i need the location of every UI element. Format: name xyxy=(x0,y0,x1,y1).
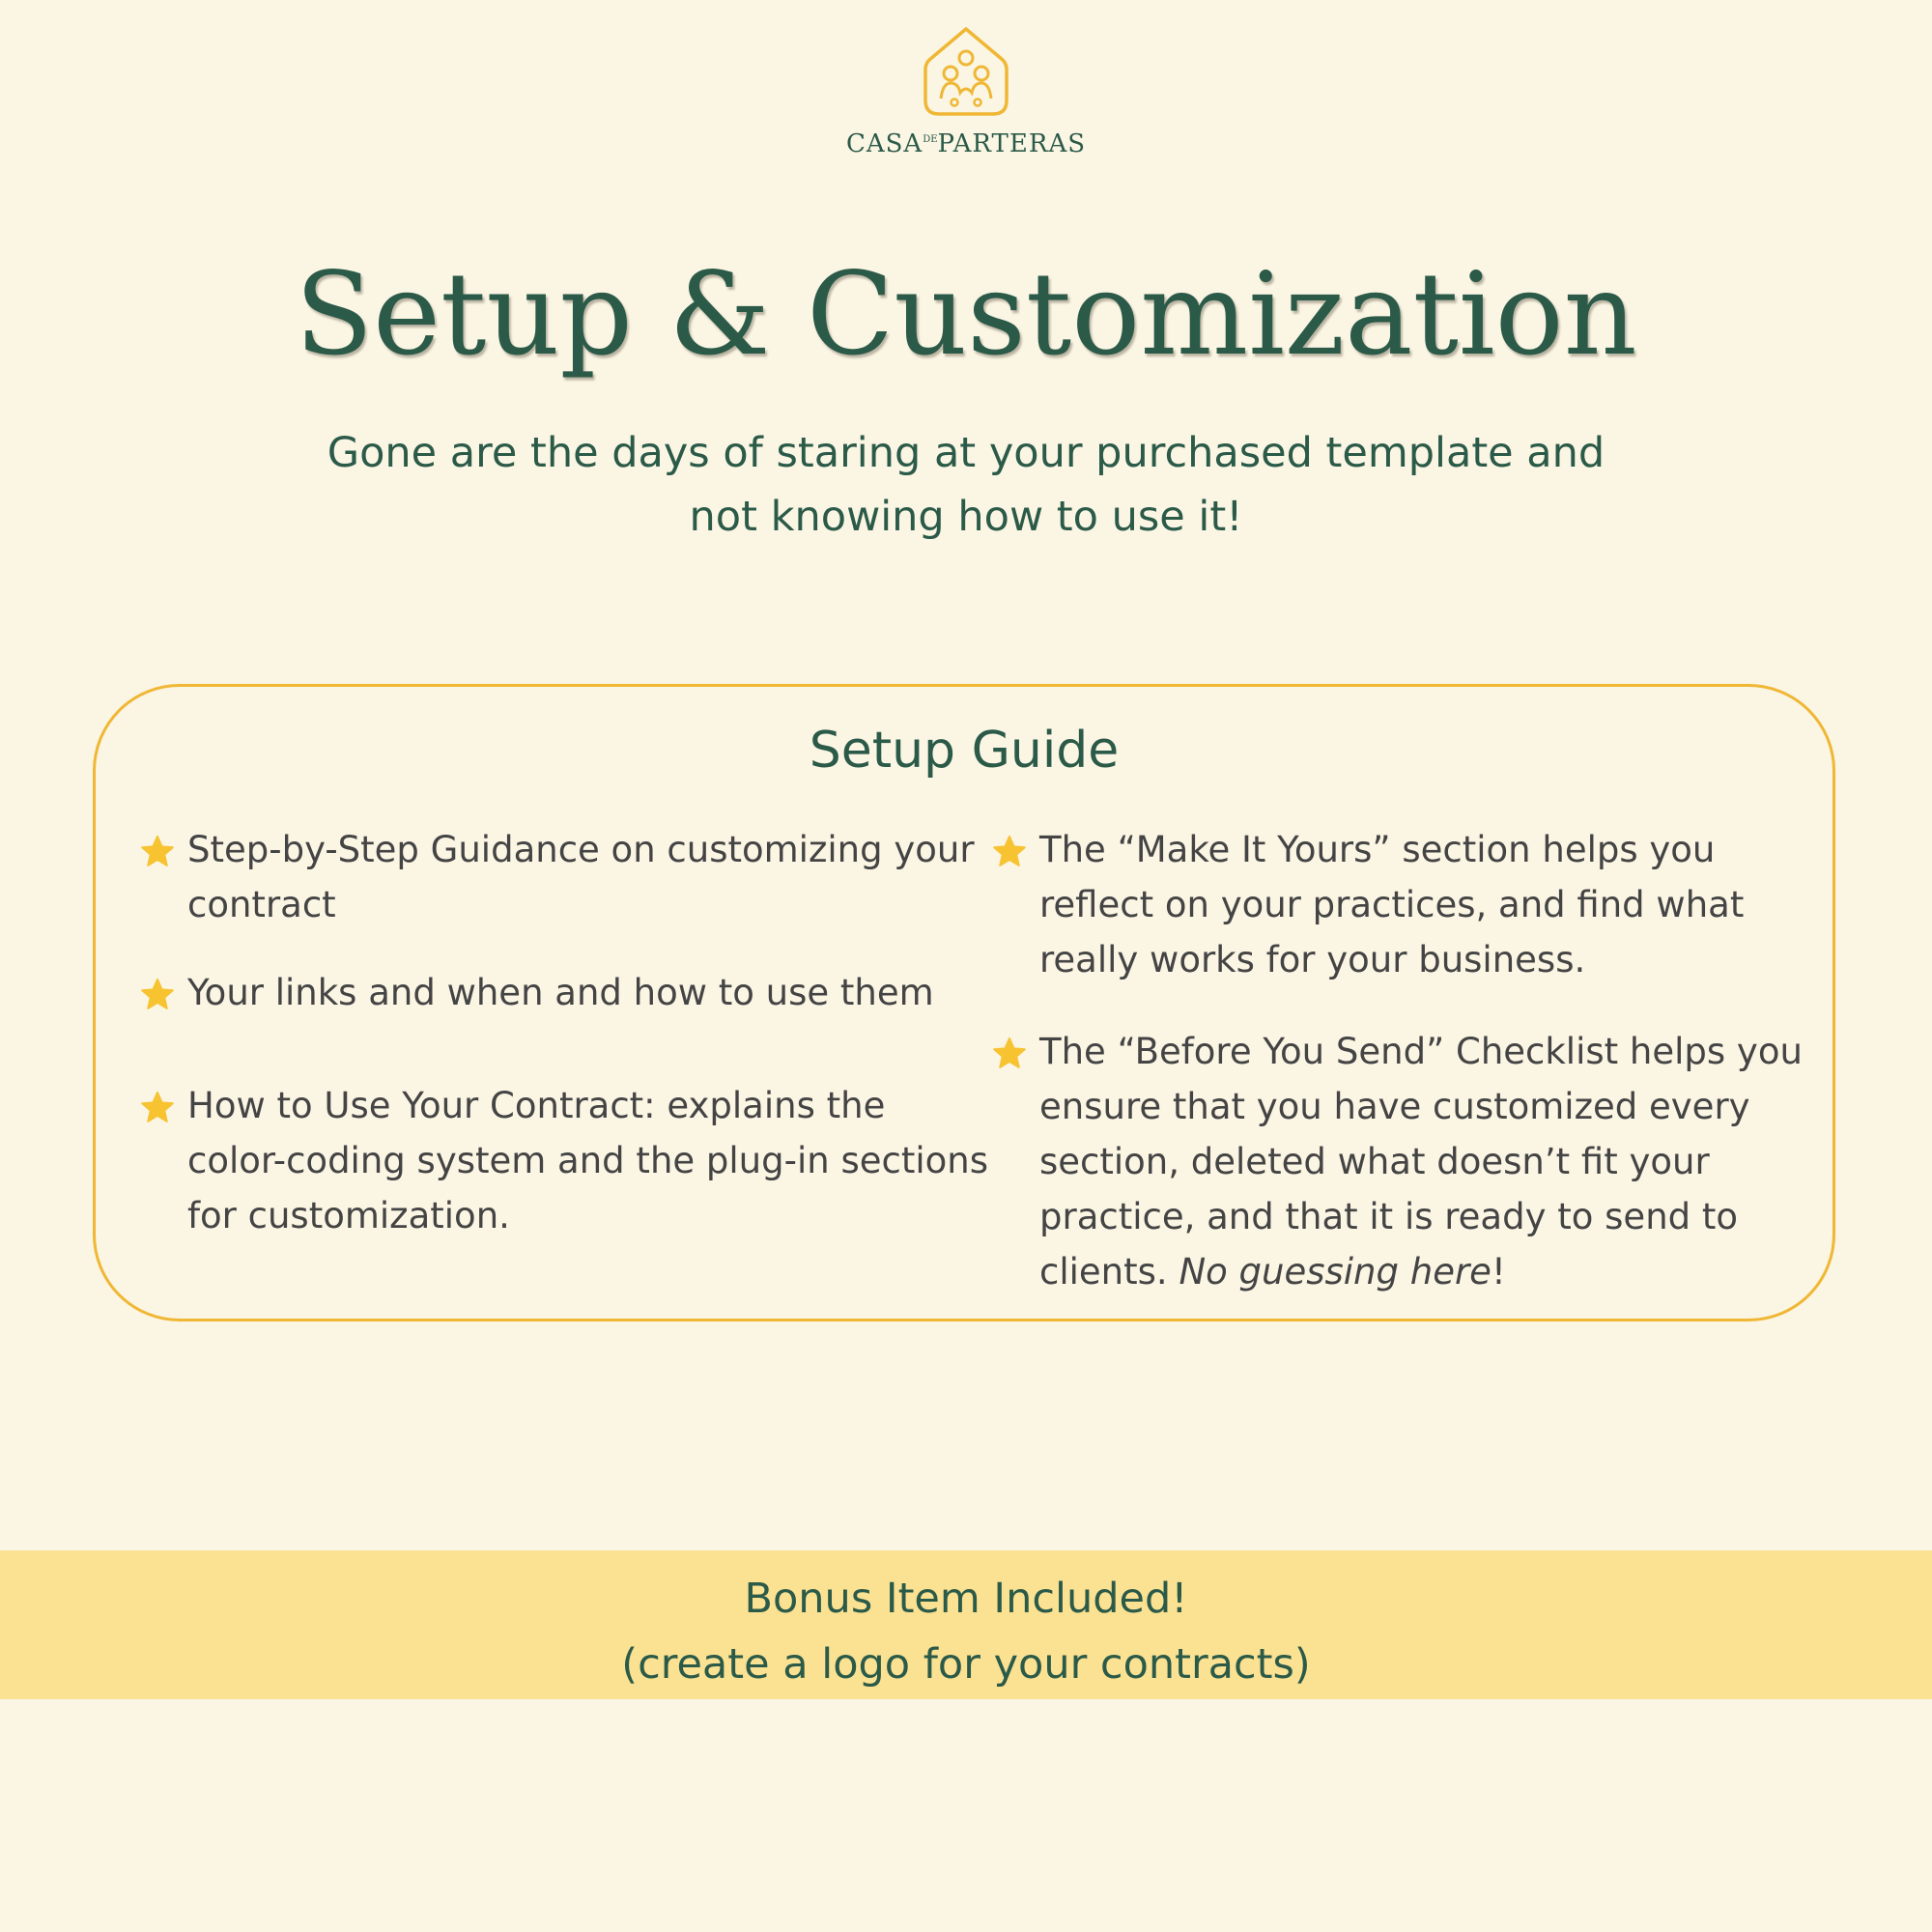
italic-emphasis: No guessing here xyxy=(1179,1251,1492,1293)
list-item xyxy=(139,965,989,1020)
list-item xyxy=(991,822,1822,987)
house-family-logo-icon xyxy=(922,25,1010,120)
list-item-text: How to Use Your Contract: explains the color-coding system and the plug-in sections for customization. xyxy=(187,1085,988,1236)
bonus-title: Bonus Item Included! xyxy=(744,1575,1188,1623)
page-title: Setup & Customization xyxy=(295,247,1637,381)
brand-name: $CASA^{DE}PARTERAS$ xyxy=(845,129,1087,158)
star-icon xyxy=(139,977,176,1013)
star-icon xyxy=(991,834,1028,870)
left-column xyxy=(139,822,989,1243)
right-column xyxy=(991,822,1822,1299)
page-subtitle: Gone are the days of staring at your purchased template and not knowing how to use it! xyxy=(327,429,1605,541)
star-icon xyxy=(139,834,176,870)
list-item-text: The “Make It Yours” section helps you reflect on your practices, and find what really works for your business. xyxy=(1039,829,1745,980)
brand-logo xyxy=(0,25,1932,158)
card-title: Setup Guide xyxy=(809,722,1120,780)
list-item xyxy=(139,822,989,932)
star-icon xyxy=(139,1090,176,1126)
bonus-banner xyxy=(0,1550,1932,1699)
list-item-text: Your links and when and how to use them xyxy=(187,972,934,1013)
list-item xyxy=(991,1024,1822,1299)
setup-guide-card xyxy=(93,684,1835,1321)
list-item xyxy=(139,1078,989,1243)
list-item-text: Step-by-Step Guidance on customizing your contract xyxy=(187,829,975,925)
list-item-text: The “Before You Send” Checklist helps you ensure that you have customized every section, deleted what doesn’t fit your practice, and that it is ready to send to clients. No guessing here! xyxy=(1039,1031,1803,1293)
star-icon xyxy=(991,1036,1028,1072)
bonus-subtitle: (create a logo for your contracts) xyxy=(621,1640,1311,1689)
